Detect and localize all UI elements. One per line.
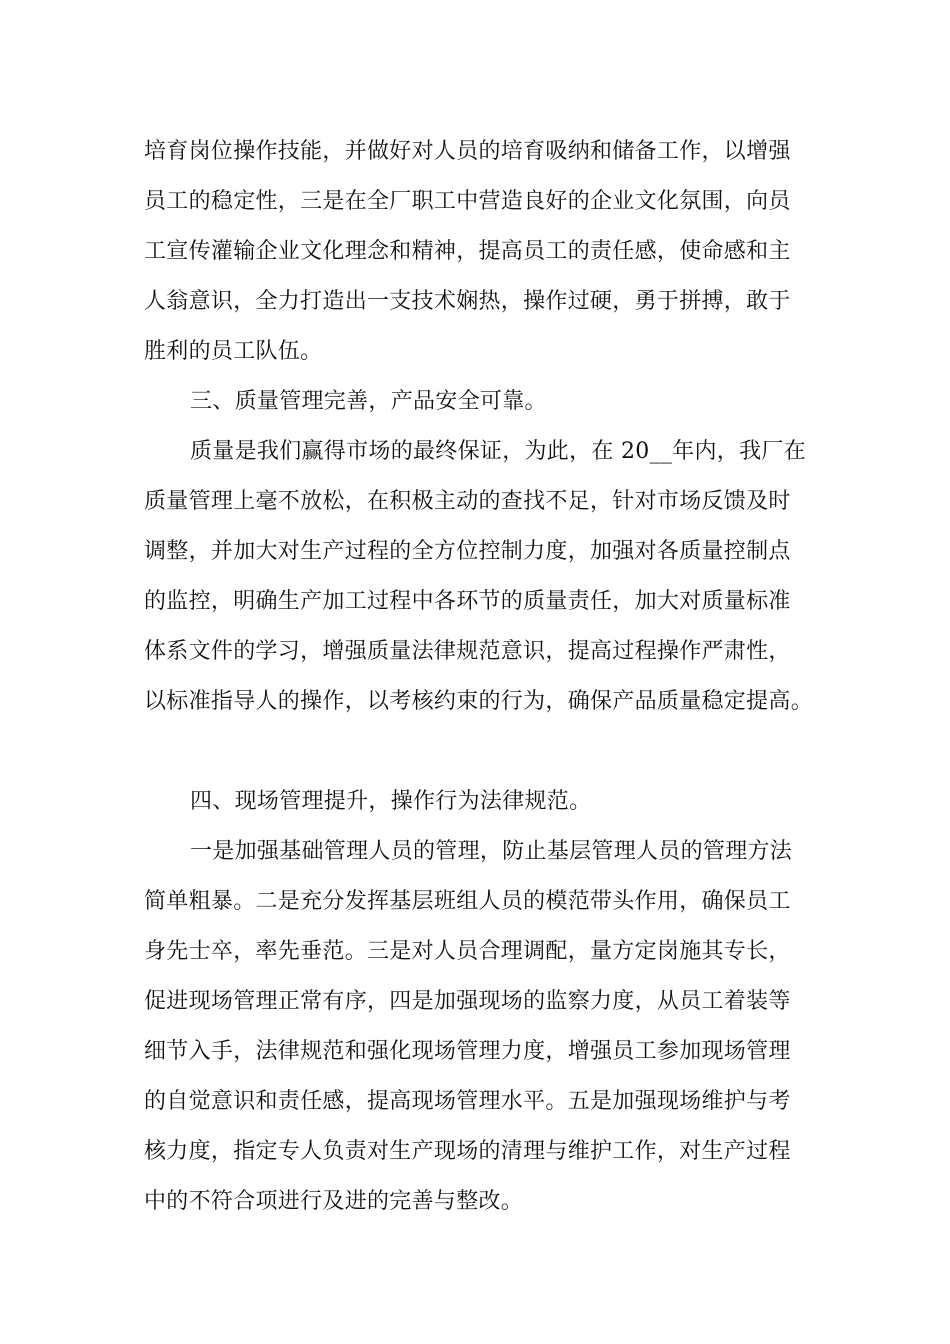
text-line: 调整，并加大对生产过程的全方位控制力度，加强对各质量控制点 <box>144 539 791 564</box>
text-line: 人翁意识，全力打造出一支技术娴热，操作过硬，勇于拼搏，敢于 <box>144 289 791 314</box>
text-line: 质量是我们赢得市场的最终保证，为此，在 20__年内，我厂在 <box>190 439 806 464</box>
text-line: 简单粗暴。二是充分发挥基层班组人员的模范带头作用，确保员工 <box>144 889 791 914</box>
text-line: 工宣传灌输企业文化理念和精神，提高员工的责任感，使命感和主 <box>144 239 791 264</box>
text-line: 身先士卒，率先垂范。三是对人员合理调配，量方定岗施其专长， <box>144 939 791 964</box>
text-line: 一是加强基础管理人员的管理，防止基层管理人员的管理方法 <box>190 839 793 864</box>
text-line: 的监控，明确生产加工过程中各环节的质量责任，加大对质量标准 <box>144 589 791 614</box>
section-heading: 三、质量管理完善，产品安全可靠。 <box>190 389 547 414</box>
text-line: 胜利的员工队伍。 <box>144 339 323 364</box>
text-line: 培育岗位操作技能，并做好对人员的培育吸纳和储备工作，以增强 <box>144 139 791 164</box>
text-line: 促进现场管理正常有序，四是加强现场的监察力度，从员工着装等 <box>144 989 791 1014</box>
text-line: 的自觉意识和责任感，提高现场管理水平。五是加强现场维护与考 <box>144 1089 791 1114</box>
text-line: 核力度，指定专人负责对生产现场的清理与维护工作，对生产过程 <box>144 1139 791 1164</box>
text-line: 中的不符合项进行及进的完善与整改。 <box>144 1189 524 1214</box>
text-line: 员工的稳定性，三是在全厂职工中营造良好的企业文化氛围，向员 <box>144 189 791 214</box>
section-heading: 四、现场管理提升，操作行为法律规范。 <box>190 789 592 814</box>
text-line: 体系文件的学习，增强质量法律规范意识，提高过程操作严肃性， <box>144 639 791 664</box>
text-line: 质量管理上毫不放松，在积极主动的查找不足，针对市场反馈及时 <box>144 489 791 514</box>
text-line: 细节入手，法律规范和强化现场管理力度，增强员工参加现场管理 <box>144 1039 791 1064</box>
text-line: 以标准指导人的操作，以考核约束的行为，确保产品质量稳定提高。 <box>144 689 814 714</box>
